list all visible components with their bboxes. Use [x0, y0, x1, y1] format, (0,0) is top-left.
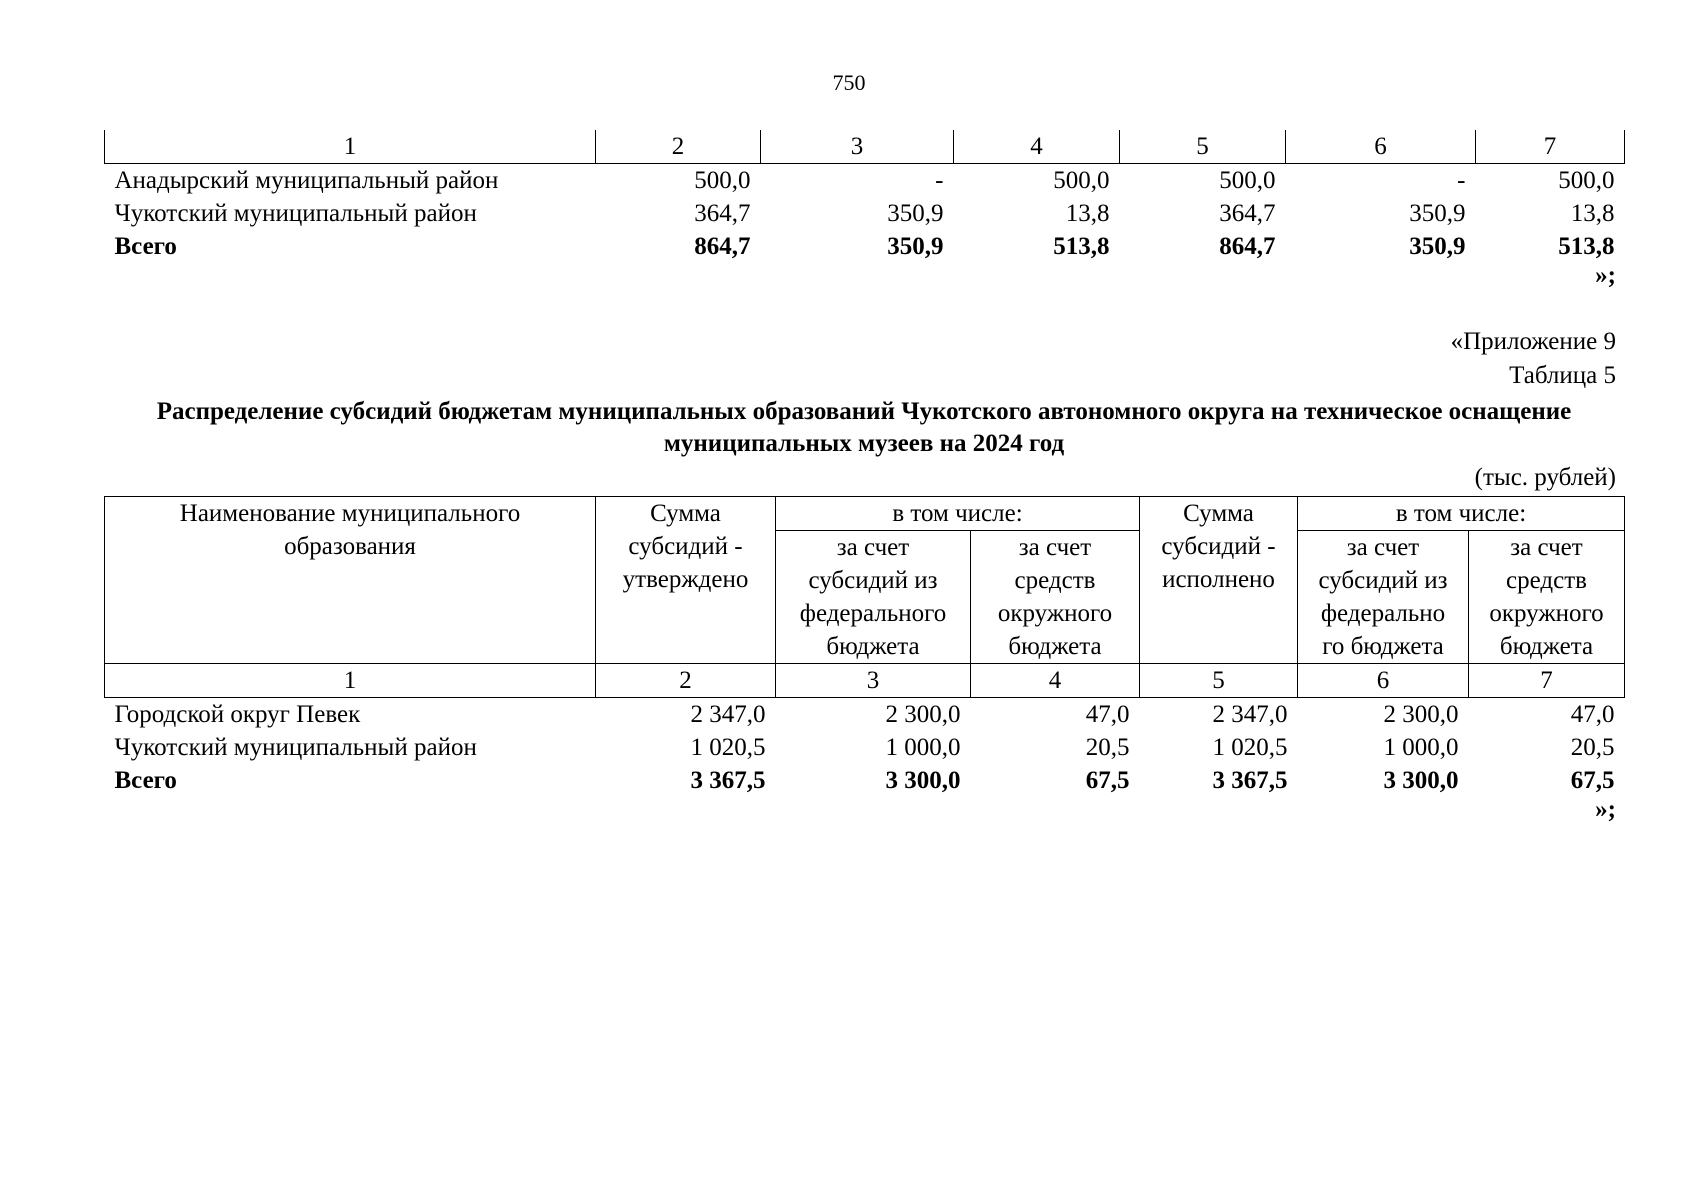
header-federal: за счет субсидий из федерального бюджета [776, 531, 971, 664]
column-number-row [105, 130, 1625, 164]
total-value: 3 300,0 [885, 767, 961, 794]
cell-value: - [1457, 167, 1466, 194]
appendix-label: «Приложение 9 [1450, 328, 1616, 355]
col-number: 4 [954, 130, 1120, 164]
cell-value: 2 347,0 [690, 701, 766, 728]
col-number: 6 [1286, 130, 1476, 164]
document-title: Распределение субсидий бюджетам муниципальных образований Чукотского автономного округа на техническое оснащение муниципальных музеев на 2024 год [156, 398, 1572, 457]
total-value: 513,8 [1558, 233, 1615, 260]
table-row [105, 698, 1625, 732]
cell-value: 20,5 [1570, 734, 1615, 761]
page-number: 750 [832, 70, 866, 95]
table-row [105, 731, 1625, 764]
col-number: 6 [1298, 664, 1469, 698]
col-number: 2 [596, 664, 776, 698]
cell-value: 500,0 [1219, 167, 1276, 194]
cell-value: 13,8 [1065, 200, 1110, 227]
total-value: 67,5 [1085, 767, 1130, 794]
cell-value: 364,7 [694, 200, 751, 227]
total-value: 864,7 [1219, 233, 1276, 260]
header-including: в том числе: [1298, 497, 1625, 531]
row-name: Городской округ Певек [114, 701, 361, 728]
cell-value: 350,9 [1409, 200, 1466, 227]
row-name: Чукотский муниципальный район [114, 200, 477, 227]
cell-value: 1 020,5 [1212, 734, 1288, 761]
header-federal: за счет субсидий из федерально го бюджета [1298, 531, 1469, 664]
table-row [105, 164, 1625, 198]
total-value: 513,8 [1053, 233, 1110, 260]
cell-value: 47,0 [1085, 701, 1130, 728]
cell-value: 500,0 [1053, 167, 1110, 194]
table-row [105, 197, 1625, 230]
cell-value: 500,0 [1558, 167, 1615, 194]
closing-quote: »; [1595, 796, 1616, 823]
cell-value: 2 347,0 [1212, 701, 1288, 728]
closing-quote: »; [1595, 262, 1616, 289]
header-regional: за счет средств окружного бюджета [971, 531, 1140, 664]
cell-value: 1 000,0 [885, 734, 961, 761]
col-number: 1 [105, 130, 596, 164]
header-name: Наименование муниципального образования [105, 497, 596, 664]
col-number: 1 [105, 664, 596, 698]
header-regional: за счет средств окружного бюджета [1469, 531, 1625, 664]
cell-value: 1 020,5 [690, 734, 766, 761]
cell-value: - [935, 167, 944, 194]
table-label: Таблица 5 [1509, 362, 1616, 389]
col-number: 2 [596, 130, 761, 164]
units-label: (тыс. рублей) [1474, 464, 1616, 491]
header-executed: Сумма субсидий - исполнено [1140, 497, 1298, 664]
total-value: 3 300,0 [1383, 767, 1459, 794]
header-including: в том числе: [776, 497, 1140, 531]
cell-value: 20,5 [1085, 734, 1130, 761]
total-value: 3 367,5 [690, 767, 766, 794]
total-row [105, 230, 1625, 263]
cell-value: 2 300,0 [1383, 701, 1459, 728]
row-name: Чукотский муниципальный район [114, 734, 477, 761]
total-value: 67,5 [1570, 767, 1615, 794]
total-label: Всего [114, 233, 177, 260]
cell-value: 350,9 [887, 200, 944, 227]
total-row [105, 764, 1625, 797]
subsidy-table [104, 496, 1625, 797]
col-number: 7 [1476, 130, 1625, 164]
total-label: Всего [114, 767, 177, 794]
total-value: 864,7 [694, 233, 751, 260]
cell-value: 1 000,0 [1383, 734, 1459, 761]
column-number-row [105, 664, 1625, 698]
cell-value: 2 300,0 [885, 701, 961, 728]
total-value: 350,9 [1409, 233, 1466, 260]
header-row [105, 497, 1625, 531]
table-continuation [104, 130, 1625, 263]
col-number: 5 [1140, 664, 1298, 698]
cell-value: 364,7 [1219, 200, 1276, 227]
row-name: Анадырский муниципальный район [114, 167, 499, 194]
total-value: 3 367,5 [1212, 767, 1288, 794]
cell-value: 500,0 [694, 167, 751, 194]
col-number: 7 [1469, 664, 1625, 698]
header-approved: Сумма субсидий - утверждено [596, 497, 776, 664]
col-number: 3 [761, 130, 954, 164]
cell-value: 13,8 [1570, 200, 1615, 227]
col-number: 4 [971, 664, 1140, 698]
cell-value: 47,0 [1570, 701, 1615, 728]
col-number: 3 [776, 664, 971, 698]
total-value: 350,9 [887, 233, 944, 260]
col-number: 5 [1120, 130, 1286, 164]
